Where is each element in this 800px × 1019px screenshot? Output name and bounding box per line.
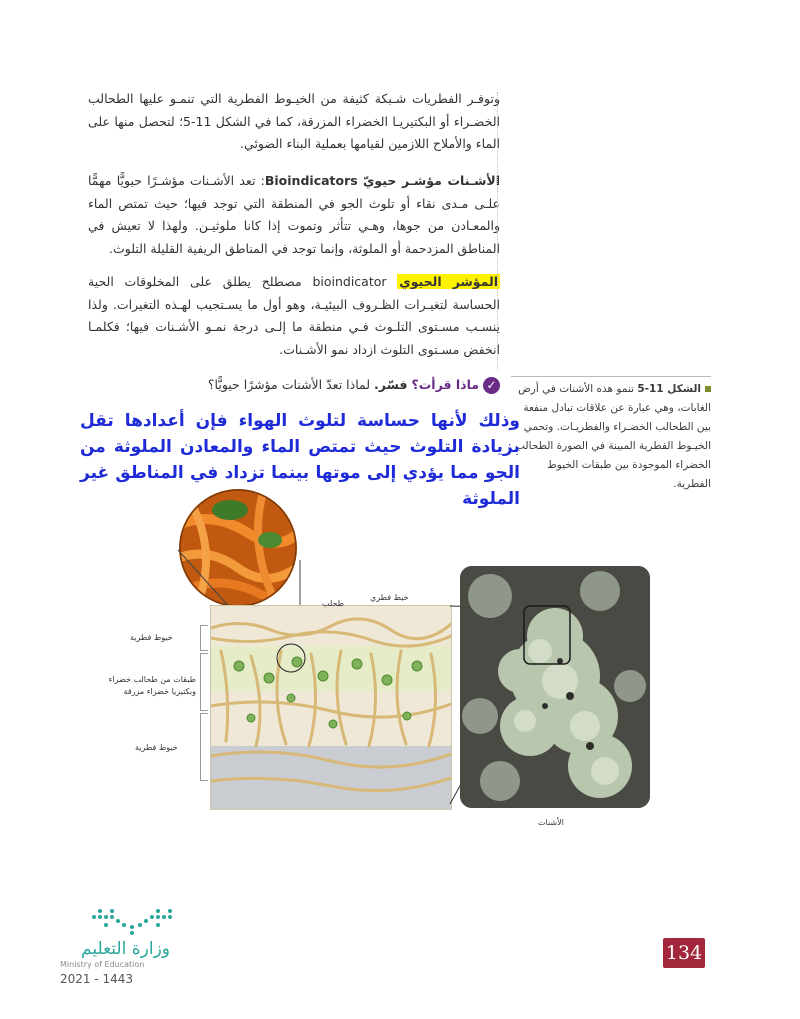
reading-check-verb: فسّر. [374,377,408,392]
label-alga: طحلب [322,599,345,608]
photo-label: الأشنات [538,818,564,827]
label-top-hyphae: خيوط فطرية [130,633,173,642]
ministry-english: Ministry of Education [60,960,145,969]
label-hypha: خيط فطري [370,593,409,602]
check-icon: ✓ [483,377,500,394]
paragraph-definition-body: bioindicator مصطلح يطلق على المخلوقات الحية الحساسة لتغيـرات الظـروف البيئيـة، وهو أول ما يسـتجيب لهـذه التغيرات. ولذا ينسـب مسـتوى التلـوث فـي منطقة ما إلـى درجة نمـو الأشـنات فيها؛ فكلمـا انخفض مسـتوى التلوث ازداد نمو الأشـنات. [88,274,500,357]
label-bottom-hyphae: خيوط فطرية [135,743,178,752]
bracket-top [200,625,208,651]
reading-check-label: ماذا قرأت؟ [411,377,480,392]
term-lichens-bioindicator: الأشـنات مؤشـر حيويّ [362,173,500,188]
label-algae-layers [88,674,196,698]
paragraph-bioindicators [88,170,500,260]
answer-text: وذلك لأنها حساسة لتلوث الهواء فإن أعدادها تقل بزيادة التلوث حيث تمتص الماء والمعادن الملوثة من الجو مما يؤدي إلى موتها بينما تزداد في المناطق غير الملوثة [80,411,520,509]
term-bioindicators-en: Bioindicators [264,173,358,188]
reading-check-question: لماذا تعدّ الأشنات مؤشرًا حيويًّا؟ [207,377,371,392]
column-divider [497,92,498,370]
paragraph-bioindicator-definition [88,271,500,361]
caption-text: تنمو هذه الأشنات في أرض الغابات، وهي عبارة عن علاقات تبادل منفعة بين الطحالب الخضـراء والفطريـات. وتحمي الخيـوط الفطرية المبينة في الصورة الطحالب الخضراء الموجودة بين طبقات الخيوط الفطرية. [515,383,711,490]
page-number: 134 [663,938,705,968]
diagram-illustration [211,606,451,809]
ministry-year: 2021 - 1443 [60,972,134,986]
reading-check [88,374,500,397]
ministry-logo [60,905,170,987]
caption-bullet-icon [705,386,711,392]
paragraph-bioindicators-body: : تعد الأشـنات مؤشـرًا حيويًّا مهمًّا علـى مـدى نقاء أو تلوث الجو في المنطقة التي توجد فيها؛ حيث تمتص الماء والمعـادن من جوها، وهـي تتأثر وتموت إذا كانا ملوثيـن. ولهذا لا تعيش في المناطق المزدحمة أو الملوثة، وإنما توجد في المناطق الريفية القليلة التلوث. [88,173,500,256]
lichen-photo [460,566,650,808]
bracket-bottom [200,713,208,781]
ministry-arabic: وزارة التعليم [81,939,170,959]
label-algae-layers-text: طبقات من طحالب خضراء وبكتيريا خضراء مزرقة [108,675,196,696]
lichen-photo-image [460,566,650,808]
paragraph-fungi-network: وتوفـر الفطريات شـبكة كثيفة من الخيـوط الفطرية التي تنمـو عليها الطحالب الخضـراء أو البكتيريـا الخضراء المزرقة، كما في الشكل 11-5؛ لتحصل منها على الماء والأملاح اللازمين لقيامها بعملية البناء الضوئي. [88,91,500,152]
lichen-cross-section-diagram [210,605,452,810]
bracket-mid [200,653,208,711]
ministry-dots-icon [88,905,180,939]
caption-figure-number: الشكل 11-5 [637,383,701,395]
term-bioindicator-highlight: المؤشر الحيوي [399,274,498,289]
figure-caption [511,376,711,494]
